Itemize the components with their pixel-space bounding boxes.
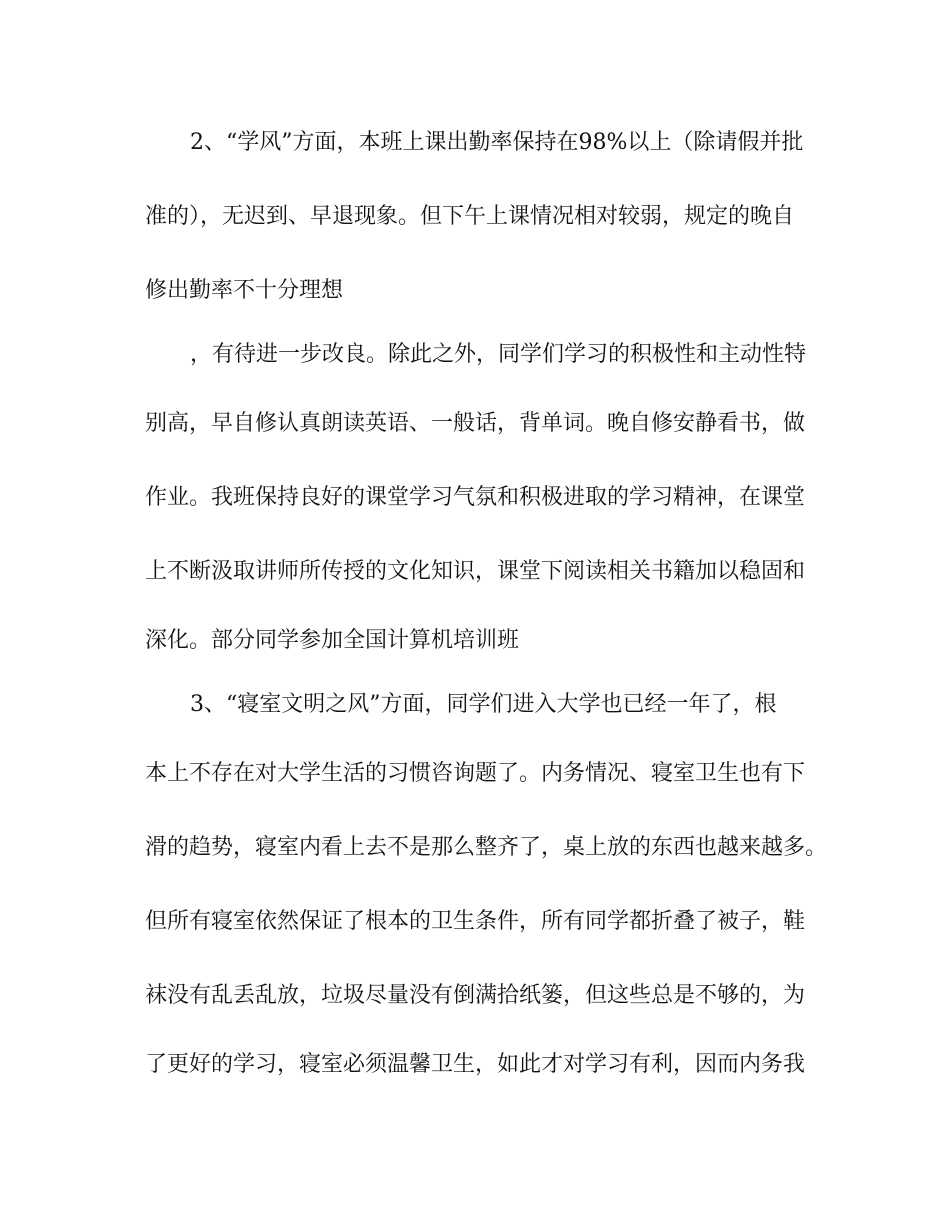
paragraph-3-line-1: 3、“寝室文明之风”方面，同学们进入大学也已经一年了，根 [190, 692, 777, 717]
paragraph-3-line-6: 了更好的学习，寝室必须温馨卫生，如此才对学习有利，因而内务我 [145, 1052, 806, 1077]
paragraph-3-line-3: 滑的趋势，寝室内看上去不是那么整齐了，桌上放的东西也越来越多。 [145, 835, 828, 860]
paragraph-2b-line-5: 深化。部分同学参加全国计算机培训班 [145, 628, 520, 653]
paragraph-3-line-5: 袜没有乱丢乱放，垃圾尽量没有倒满拾纸篓，但这些总是不够的，为 [145, 983, 806, 1008]
paragraph-2b-line-2: 别高，早自修认真朗读英语、一般话，背单词。晚自修安静看书，做 [145, 411, 806, 436]
paragraph-2-line-1: 2、“学风”方面，本班上课出勤率保持在98%以上（除请假并批 [190, 130, 804, 155]
paragraph-2b-line-1: ，有待进一步改良。除此之外，同学们学习的积极性和主动性特 [190, 342, 807, 367]
paragraph-3-line-2: 本上不存在对大学生活的习惯咨询题了。内务情况、寝室卫生也有下 [145, 761, 806, 786]
paragraph-2-line-2: 准的），无迟到、早退现象。但下午上课情况相对较弱，规定的晚自 [145, 204, 795, 229]
paragraph-2-line-3: 修出勤率不十分理想 [145, 278, 344, 303]
paragraph-2b-line-3: 作业。我班保持良好的课堂学习气氛和积极进取的学习精神，在课堂 [145, 485, 806, 510]
paragraph-3-line-4: 但所有寝室依然保证了根本的卫生条件，所有同学都折叠了被子，鞋 [145, 909, 806, 934]
paragraph-2b-line-4: 上不断汲取讲师所传授的文化知识，课堂下阅读相关书籍加以稳固和 [145, 559, 806, 584]
